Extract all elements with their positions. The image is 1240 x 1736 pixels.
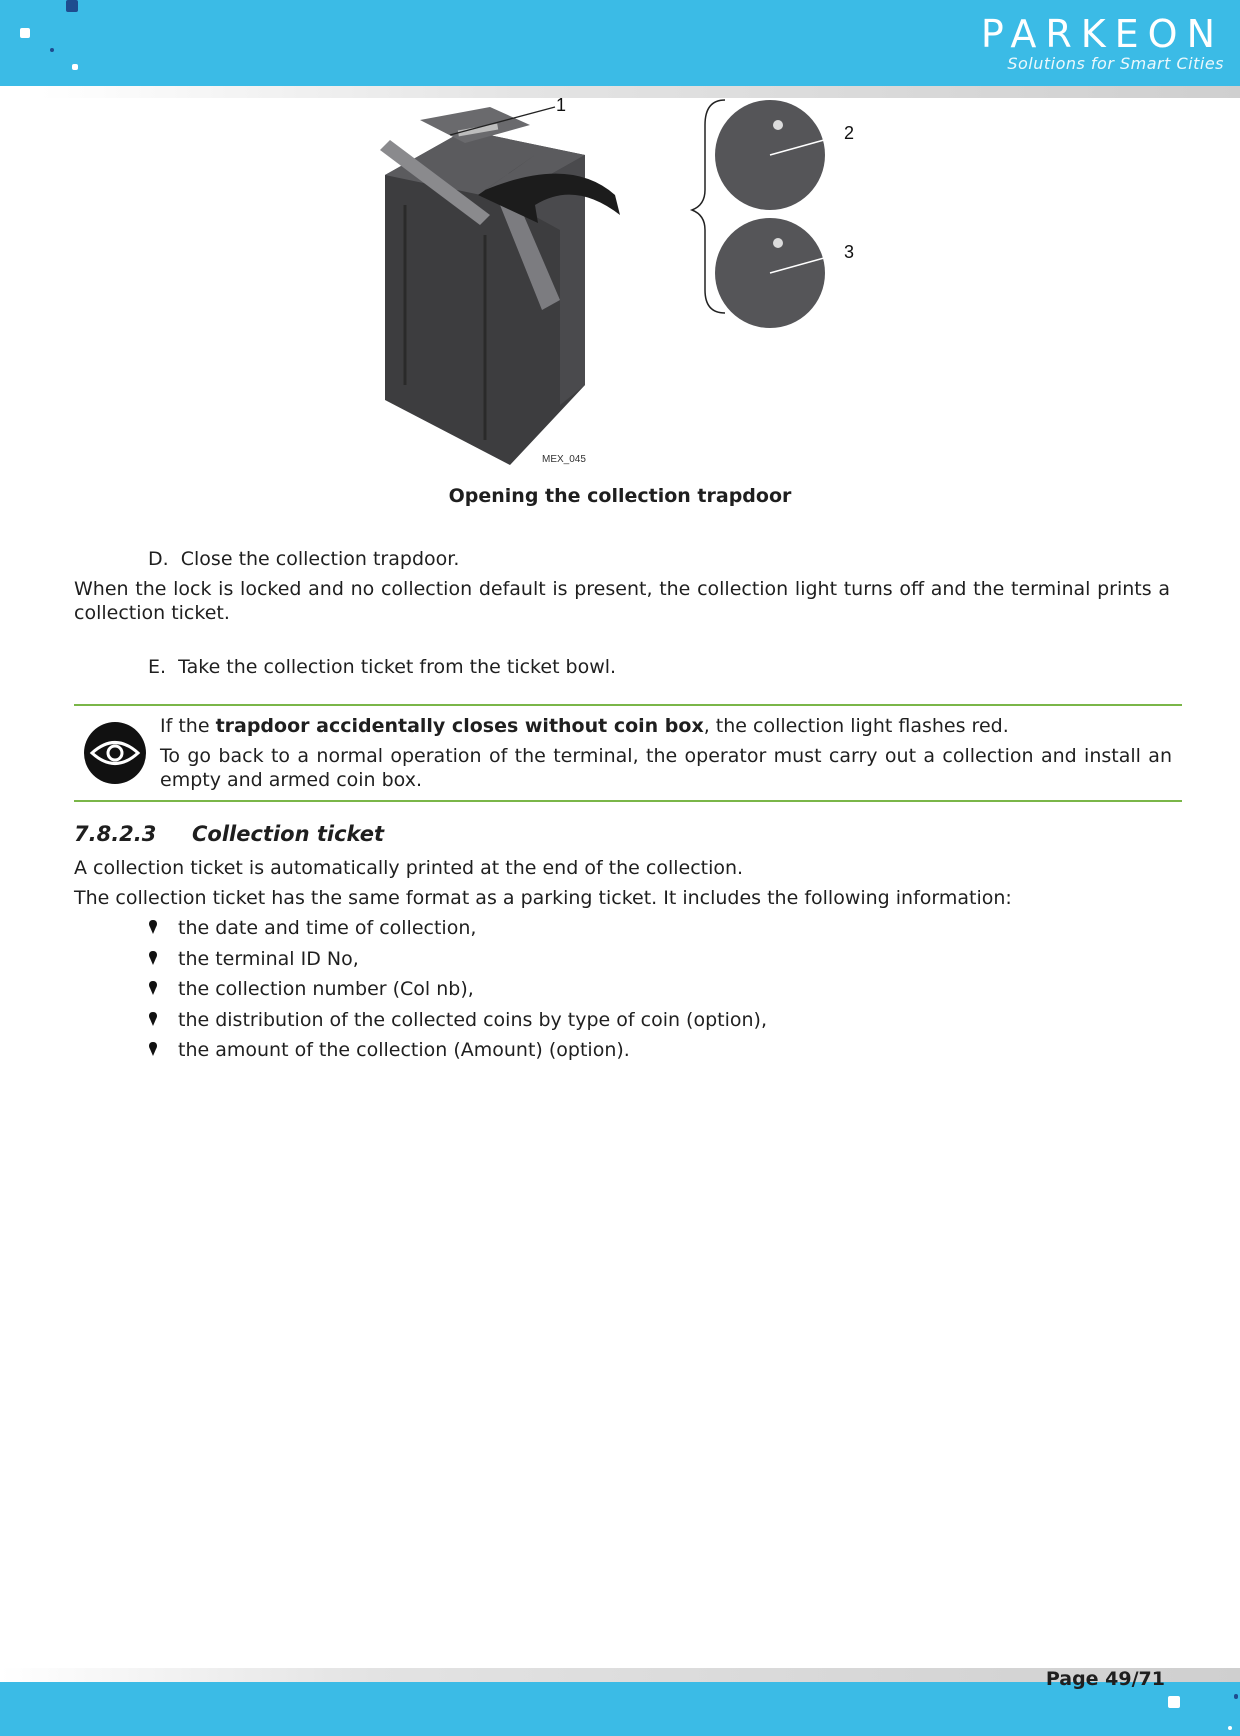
section-title: Collection ticket <box>192 822 385 846</box>
note-box <box>74 704 1182 802</box>
eye-icon <box>84 722 146 784</box>
section-paragraph-1: A collection ticket is automatically printed at the end of the collection. <box>74 857 744 879</box>
info-list <box>148 916 767 1069</box>
section-number: 7.8.2.3 <box>74 822 157 846</box>
note-suffix: , the collection light flashes red. <box>703 715 1009 737</box>
coin-box-illustration <box>370 95 890 475</box>
decor-square <box>1228 1726 1232 1730</box>
step-d-result: When the lock is locked and no collection default is present, the collection light turns off and the terminal prints a collection ticket. <box>74 578 1170 624</box>
decor-square <box>72 64 78 70</box>
pin-bullet-icon <box>148 920 158 934</box>
decor-square <box>1234 1694 1238 1699</box>
list-item <box>148 1038 767 1069</box>
callout-2: 2 <box>844 123 855 143</box>
logo-tagline: Solutions for Smart Cities <box>1007 54 1224 73</box>
page-number: Page 49/71 <box>1045 1668 1165 1690</box>
note-line-1 <box>160 714 1172 738</box>
step-text: Close the collection trapdoor. <box>180 548 460 570</box>
detail-hole <box>773 238 783 248</box>
note-prefix: If the <box>160 715 216 737</box>
step-e <box>148 656 616 678</box>
list-item-text: the collection number (Col nb), <box>178 978 474 1000</box>
callout-1: 1 <box>556 95 567 115</box>
section-paragraph-2: The collection ticket has the same format as a parking ticket. It includes the following information: <box>74 887 1012 909</box>
step-d <box>148 548 459 570</box>
pin-bullet-icon <box>148 1012 158 1026</box>
step-letter: D. <box>148 548 169 570</box>
note-line-2: To go back to a normal operation of the terminal, the operator must carry out a collection and install an empty and armed coin box. <box>160 745 1172 791</box>
decor-square <box>50 48 54 52</box>
decor-square <box>20 28 30 38</box>
decor-square <box>1168 1696 1180 1708</box>
callout-3: 3 <box>844 242 855 262</box>
parkeon-logo <box>981 14 1224 73</box>
box-lid <box>420 107 530 143</box>
list-item-text: the distribution of the collected coins by type of coin (option), <box>178 1008 767 1031</box>
list-item-text: the terminal ID No, <box>178 947 359 970</box>
list-item <box>148 916 767 947</box>
pin-bullet-icon <box>148 981 158 995</box>
list-item-text: the date and time of collection, <box>178 917 477 939</box>
list-item <box>148 947 767 978</box>
pin-bullet-icon <box>148 951 158 965</box>
footer-band <box>0 1682 1240 1736</box>
decor-square <box>66 0 78 12</box>
list-item <box>148 1008 767 1039</box>
list-item <box>148 977 767 1008</box>
step-text: Take the collection ticket from the ticket bowl. <box>178 656 617 678</box>
trapdoor-figure <box>370 95 890 475</box>
step-letter: E. <box>148 656 167 678</box>
pin-bullet-icon <box>148 1042 158 1056</box>
logo-wordmark: PARKEON <box>980 12 1224 56</box>
list-item-text: the amount of the collection (Amount) (option). <box>178 1039 630 1061</box>
figure-caption: Opening the collection trapdoor <box>448 485 792 507</box>
image-code: MEX_045 <box>542 454 586 465</box>
detail-hole <box>773 120 783 130</box>
note-emphasis: trapdoor accidentally closes without coin box <box>215 715 704 737</box>
